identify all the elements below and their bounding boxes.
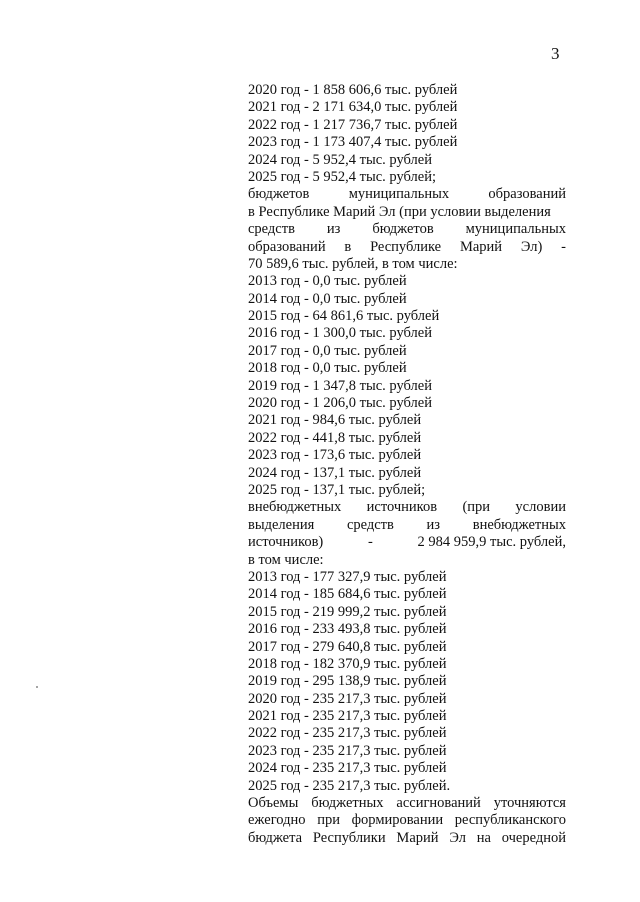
list-item: 2020 год - 235 217,3 тыс. рублей [248,690,447,707]
word: из [426,516,441,533]
list-item: 2022 год - 235 217,3 тыс. рублей [248,725,447,742]
list-item: 2023 год - 235 217,3 тыс. рублей [248,742,447,759]
heading-line [248,499,566,516]
word: Объемы [248,795,299,812]
extrabudget-heading [248,499,566,569]
word: из [326,221,341,238]
heading-line [248,221,566,238]
list-item: 2013 год - 0,0 тыс. рублей [248,273,407,290]
word: при [317,812,340,829]
word: бюджетов [372,221,434,238]
list-item: 2021 год - 984,6 тыс. рублей [248,412,422,429]
word: внебюджетных [472,516,566,533]
word: - [367,534,373,551]
paragraph-line [248,795,566,812]
scan-speck [36,686,38,688]
word: (при [462,499,491,516]
list-item: 2020 год - 1 858 606,6 тыс. рублей [248,82,458,98]
list-item: 2025 год - 5 952,4 тыс. рублей; [248,168,436,185]
heading-total: в том числе: [248,551,324,568]
list-item: 2024 год - 137,1 тыс. рублей [248,464,422,481]
word: Эл [449,829,466,846]
page-number: 3 [551,44,560,63]
list-item: 2021 год - 2 171 634,0 тыс. рублей [248,99,458,116]
word: 2 984 959,9 тыс. рублей, [417,534,566,551]
municipal-budget-list [248,273,566,499]
word: бюджетов [248,186,310,203]
word: Марий [396,829,439,846]
list-item: 2023 год - 173,6 тыс. рублей [248,447,422,464]
list-item: 2013 год - 177 327,9 тыс. рублей [248,568,447,585]
list-item: 2020 год - 1 206,0 тыс. рублей [248,395,432,412]
list-item: 2016 год - 1 300,0 тыс. рублей [248,325,432,342]
word: внебюджетных [248,499,342,516]
word: муниципальных [348,186,450,203]
word: в [344,238,352,255]
word: формировании [351,812,444,829]
word: образований [248,238,326,255]
word: Эл) [520,238,543,255]
heading-line [248,204,566,221]
word: уточняются [493,795,566,812]
word: бюджета [248,829,303,846]
word: Республики [312,829,386,846]
word: образований [488,186,566,203]
list-item: 2018 год - 182 370,9 тыс. рублей [248,655,447,672]
list-item: 2022 год - 441,8 тыс. рублей [248,429,422,446]
word: Республике [370,238,442,255]
word: условии [515,499,566,516]
word: источников [366,499,438,516]
word: источников) [248,534,324,551]
extrabudget-list [248,569,566,795]
list-item: 2017 год - 0,0 тыс. рублей [248,342,407,359]
paragraph-line [248,812,566,829]
word: очередной [501,829,566,846]
paragraph-line [248,830,566,847]
word: республиканского [454,812,566,829]
list-item: 2021 год - 235 217,3 тыс. рублей [248,708,447,725]
heading-line [248,239,566,256]
word: на [476,829,491,846]
list-item: 2025 год - 137,1 тыс. рублей; [248,481,426,498]
municipal-budget-heading [248,186,566,273]
heading-line [248,186,566,203]
word: бюджетных [311,795,384,812]
list-item: 2024 год - 5 952,4 тыс. рублей [248,151,432,168]
word: средств [346,516,394,533]
word: ассигнований [396,795,481,812]
funding-text-column [248,82,566,847]
list-item: 2019 год - 1 347,8 тыс. рублей [248,377,432,394]
heading-line [248,534,566,551]
word: в Республике Марий Эл (при условии выделения [248,203,551,220]
list-item: 2017 год - 279 640,8 тыс. рублей [248,638,447,655]
list-item: 2014 год - 0,0 тыс. рублей [248,290,407,307]
word: выделения [248,516,315,533]
closing-paragraph [248,795,566,847]
list-item: 2022 год - 1 217 736,7 тыс. рублей [248,116,458,133]
regional-budget-list [248,82,566,186]
list-item: 2024 год - 235 217,3 тыс. рублей [248,760,447,777]
list-item: 2016 год - 233 493,8 тыс. рублей [248,621,447,638]
heading-line [248,517,566,534]
list-item: 2018 год - 0,0 тыс. рублей [248,360,407,377]
list-item: 2019 год - 295 138,9 тыс. рублей [248,673,447,690]
word: средств [248,221,295,238]
word: ежегодно [248,812,306,829]
list-item: 2023 год - 1 173 407,4 тыс. рублей [248,134,458,151]
list-item: 2014 год - 185 684,6 тыс. рублей [248,586,447,603]
list-item: 2025 год - 235 217,3 тыс. рублей. [248,777,451,794]
list-item: 2015 год - 219 999,2 тыс. рублей [248,603,447,620]
list-item: 2015 год - 64 861,6 тыс. рублей [248,308,440,325]
heading-total: 70 589,6 тыс. рублей, в том числе: [248,255,458,272]
word: - [561,238,566,255]
word: муниципальных [465,221,566,238]
word: Марий [459,238,503,255]
